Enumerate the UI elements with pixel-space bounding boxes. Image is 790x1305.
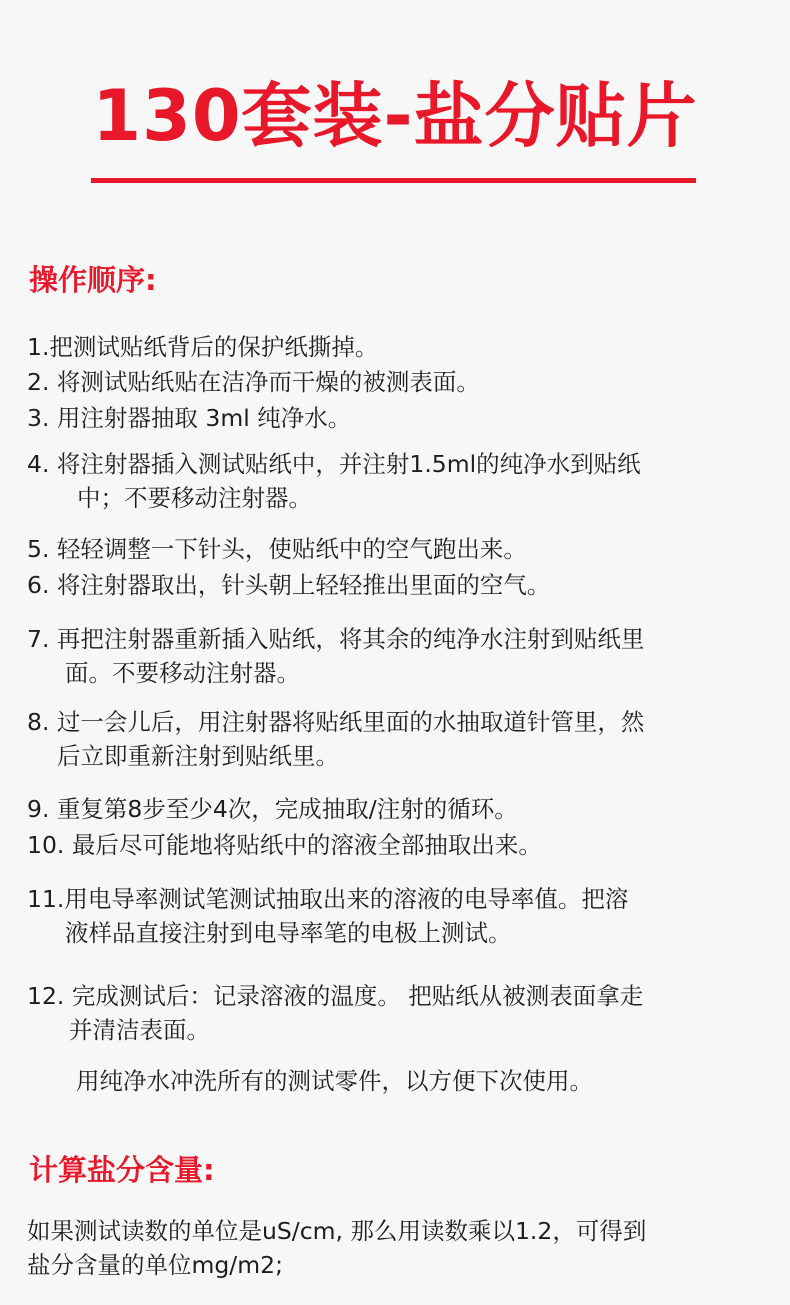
step-1-text: 1.把测试贴纸背后的保护纸撕掉。 [27, 333, 379, 361]
calc-text: 如果测试读数的单位是uS/cm, 那么用读数乘以1.2，可得到 [27, 1217, 647, 1245]
step-8-text-cont: 后立即重新注射到贴纸里。 [57, 742, 339, 770]
step-3 [27, 401, 767, 435]
step-10-text: 10. 最后尽可能地将贴纸中的溶液全部抽取出来。 [27, 831, 542, 859]
step-4-text: 4. 将注射器插入测试贴纸中，并注射1.5ml的纯净水到贴纸 [27, 450, 641, 478]
step-6-text: 6. 将注射器取出，针头朝上轻轻推出里面的空气。 [27, 571, 551, 599]
operation-heading: 操作顺序: [29, 263, 157, 297]
step-8 [27, 705, 767, 773]
step-10 [27, 828, 767, 862]
step-5-text: 5. 轻轻调整一下针头，使贴纸中的空气跑出来。 [27, 535, 527, 563]
step-2-text: 2. 将测试贴纸贴在洁净而干燥的被测表面。 [27, 368, 480, 396]
step-12-text: 12. 完成测试后：记录溶液的温度。 把贴纸从被测表面拿走 [27, 982, 644, 1010]
step-7-text: 7. 再把注射器重新插入贴纸，将其余的纯净水注射到贴纸里 [27, 625, 645, 653]
step-2 [27, 365, 767, 399]
step-11 [27, 882, 767, 950]
step-7-text-cont: 面。不要移动注射器。 [65, 659, 300, 687]
page-title: 130套装-盐分贴片 [92, 75, 698, 157]
step-4-text-cont: 中；不要移动注射器。 [77, 484, 312, 512]
step-12-text-cont: 并清洁表面。 [69, 1016, 210, 1044]
step-4 [27, 447, 767, 515]
step-7 [27, 622, 767, 690]
calc-heading: 计算盐分含量: [29, 1153, 215, 1187]
step-12 [27, 979, 767, 1047]
step-6 [27, 568, 767, 602]
step-1 [27, 330, 767, 364]
title-underline [91, 178, 696, 183]
step-11-text-cont: 液样品直接注射到电导率笔的电极上测试。 [65, 919, 512, 947]
step-8-text: 8. 过一会儿后，用注射器将贴纸里面的水抽取道针管里，然 [27, 708, 645, 736]
step-3-text: 3. 用注射器抽取 3ml 纯净水。 [27, 404, 352, 432]
cleanup-note: 用纯净水冲洗所有的测试零件，以方便下次使用。 [76, 1067, 593, 1095]
step-9-text: 9. 重复第8步至少4次，完成抽取/注射的循环。 [27, 795, 518, 823]
calc-text-cont: 盐分含量的单位mg/m2; [27, 1251, 283, 1279]
step-9 [27, 792, 767, 826]
calc-paragraph [27, 1214, 767, 1282]
step-5 [27, 532, 767, 566]
step-11-text: 11.用电导率测试笔测试抽取出来的溶液的电导率值。把溶 [27, 885, 629, 913]
